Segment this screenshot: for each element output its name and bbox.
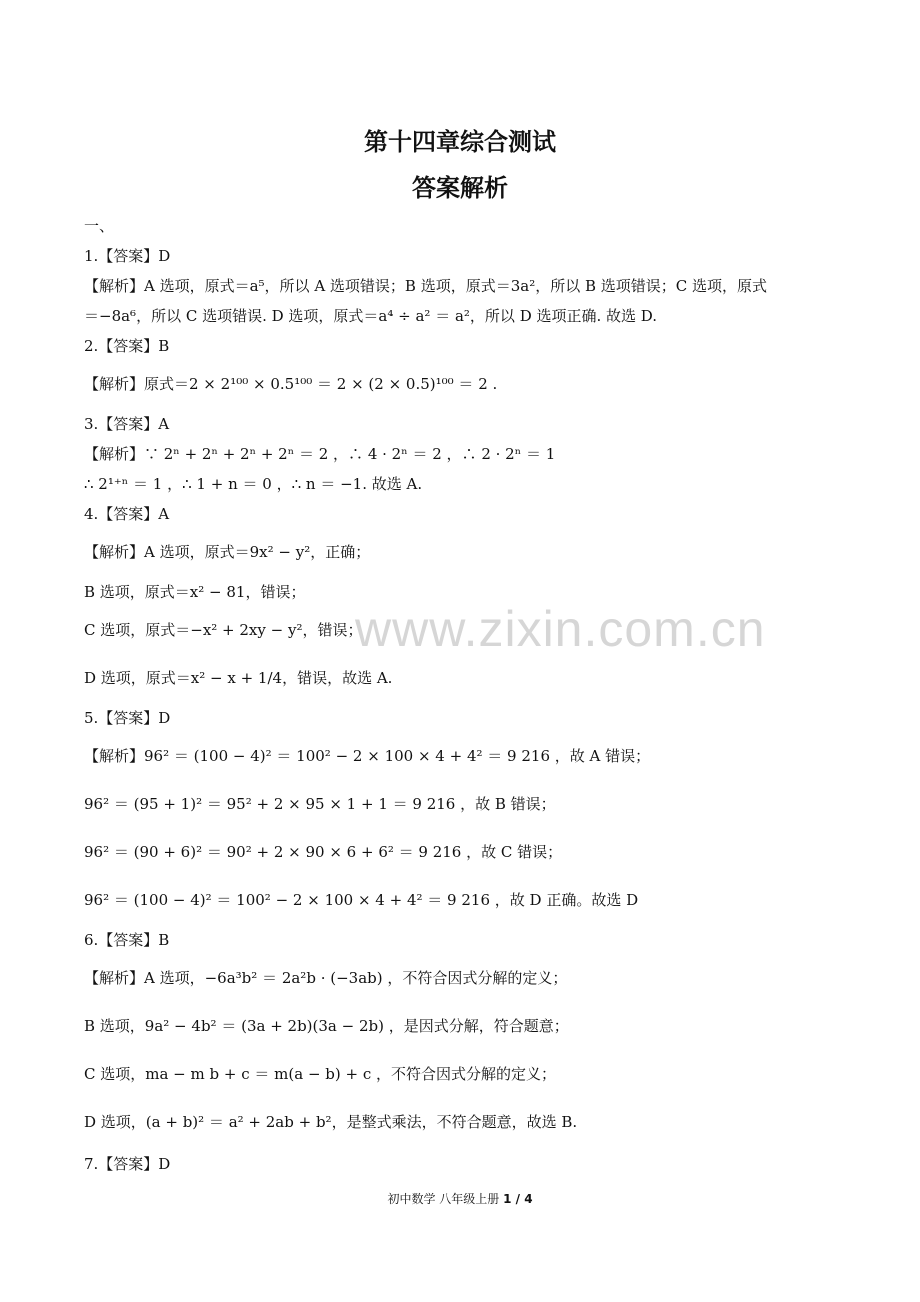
explanation-line: 【解析】∵ 2ⁿ + 2ⁿ + 2ⁿ + 2ⁿ ＝ 2 ，∴ 4 · 2ⁿ ＝ 2 ，∴ 2 · 2ⁿ ＝ 1: [84, 445, 556, 463]
explanation-line: C 选项，原式＝−x² + 2xy − y²，错误；: [84, 621, 363, 639]
answer-line: 3.【答案】A: [84, 415, 170, 433]
watermark: www.zixin.com.cn: [355, 601, 766, 657]
explanation-line: ＝−8a⁶，所以 C 选项错误. D 选项，原式＝a⁴ ÷ a² ＝ a²，所以 D 选项正确. 故选 D.: [84, 307, 658, 325]
explanation-line: 【解析】A 选项，−6a³b² ＝ 2a²b · (−3ab) ，不符合因式分解的定义；: [84, 969, 568, 987]
answer-line: 6.【答案】B: [84, 931, 170, 949]
explanation-line: 96² ＝ (95 + 1)² ＝ 95² + 2 × 95 × 1 + 1 ＝ 9 216 ，故 B 错误；: [84, 795, 556, 813]
explanation-line: 96² ＝ (100 − 4)² ＝ 100² − 2 × 100 × 4 + 4² ＝ 9 216 ，故 D 正确。故选 D: [84, 891, 639, 909]
explanation-line: D 选项，(a + b)² ＝ a² + 2ab + b²，是整式乘法，不符合题意，故选 B.: [84, 1113, 578, 1131]
explanation-line: 96² ＝ (90 + 6)² ＝ 90² + 2 × 90 × 6 + 6² ＝ 9 216 ，故 C 错误；: [84, 843, 563, 861]
section-heading: 一、: [84, 217, 115, 235]
answer-line: 2.【答案】B: [84, 337, 170, 355]
answer-line: 5.【答案】D: [84, 709, 171, 727]
explanation-line: 【解析】A 选项，原式＝a⁵，所以 A 选项错误；B 选项，原式＝3a²，所以 B 选项错误；C 选项，原式: [84, 277, 768, 295]
explanation-line: ∴ 2¹⁺ⁿ ＝ 1 ，∴ 1 + n ＝ 0 ，∴ n ＝ −1. 故选 A.: [84, 475, 423, 493]
answer-line: 4.【答案】A: [84, 505, 170, 523]
page-footer: [0, 1190, 920, 1207]
explanation-line: C 选项，ma − m b + c ＝ m(a − b) + c ，不符合因式分解的定义；: [84, 1065, 557, 1083]
explanation-line: B 选项，原式＝x² − 81，错误；: [84, 583, 306, 601]
explanation-line: 【解析】A 选项，原式＝9x² − y²，正确；: [84, 543, 371, 561]
footer-text: 初中数学 八年级上册: [387, 1192, 500, 1206]
page-title: 第十四章综合测试: [364, 128, 556, 156]
explanation-line: 【解析】96² ＝ (100 − 4)² ＝ 100² − 2 × 100 × 4 + 4² ＝ 9 216 ，故 A 错误；: [84, 747, 651, 765]
page-number: 1 / 4: [503, 1192, 533, 1206]
explanation-line: D 选项，原式＝x² − x + 1/4，错误，故选 A.: [84, 669, 393, 687]
answer-line: 1.【答案】D: [84, 247, 171, 265]
explanation-line: B 选项，9a² − 4b² ＝ (3a + 2b)(3a − 2b) ，是因式分解，符合题意；: [84, 1017, 569, 1035]
answer-line: 7.【答案】D: [84, 1155, 171, 1173]
explanation-line: 【解析】原式＝2 × 2¹⁰⁰ × 0.5¹⁰⁰ ＝ 2 × (2 × 0.5)¹⁰⁰ ＝ 2 .: [84, 375, 498, 393]
page-subtitle: 答案解析: [412, 174, 508, 202]
